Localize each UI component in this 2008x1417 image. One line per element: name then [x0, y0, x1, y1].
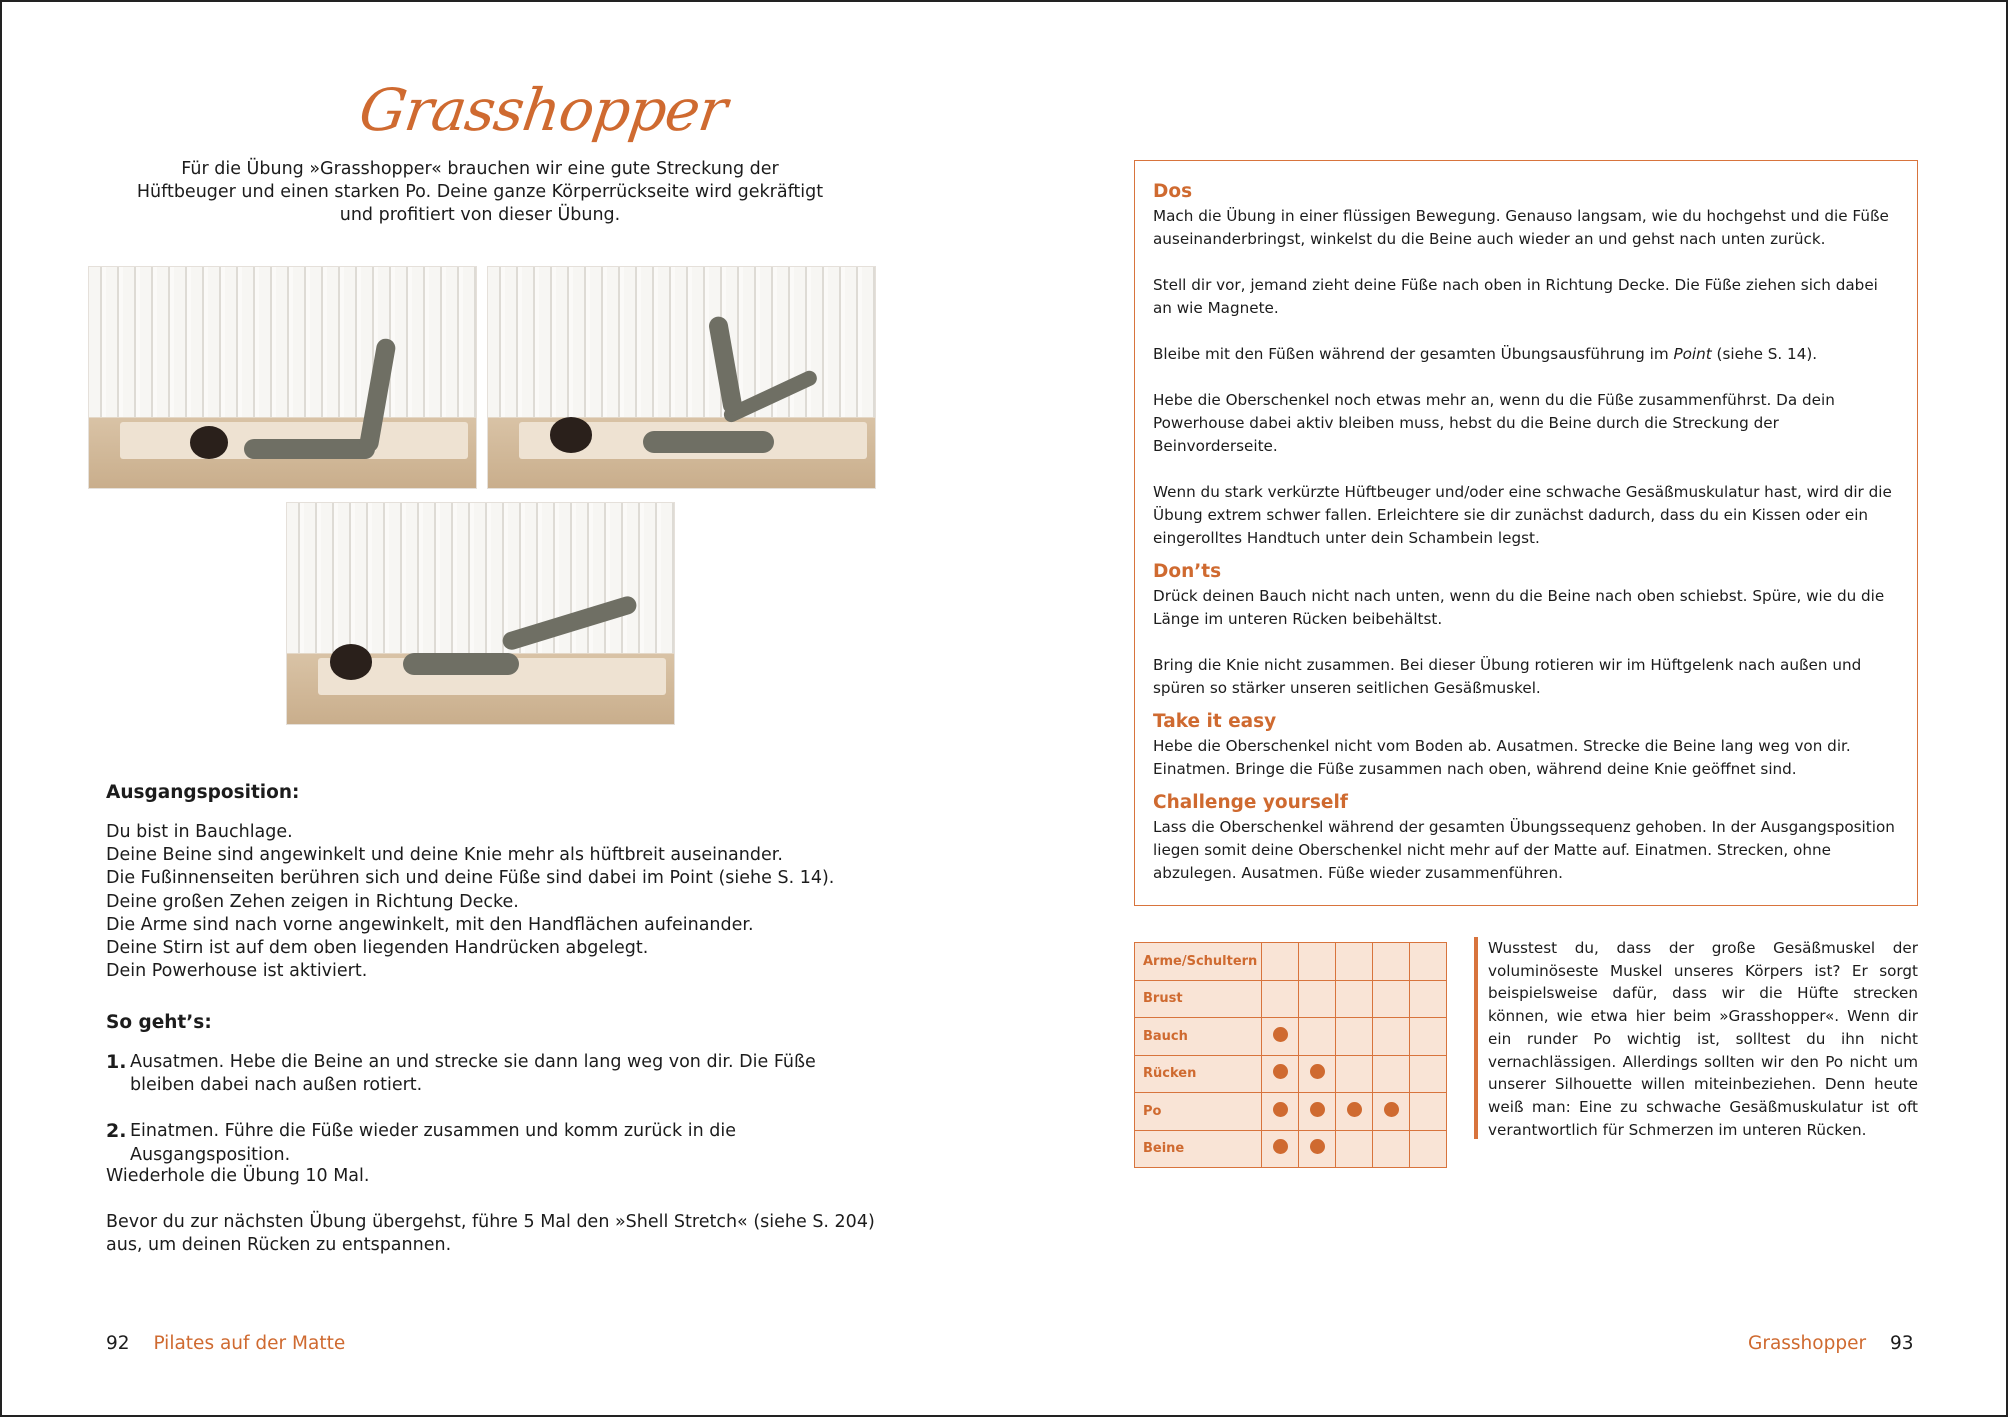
intensity-dot [1273, 1027, 1288, 1042]
intensity-cell [1262, 1055, 1299, 1093]
repeat-text: Wiederhole die Übung 10 Mal. [106, 1166, 370, 1186]
start-line: Dein Powerhouse ist aktiviert. [106, 961, 368, 982]
dos-item: Bleibe mit den Füßen während der gesamten Übungsausführung im Point (siehe S. 14). [1153, 345, 1818, 363]
start-line: Die Arme sind nach vorne angewinkelt, mit den Handflächen aufeinander. [106, 914, 754, 935]
intensity-cell [1336, 1018, 1373, 1056]
start-line: Du bist in Bauchlage. [106, 822, 293, 842]
intensity-cell [1336, 980, 1373, 1018]
step-item [106, 1120, 866, 1166]
challenge-text: Lass die Oberschenkel während der gesamten Übungssequenz gehoben. In der Ausgangsposition liegen somit deine Oberschenkel nicht mehr auf der Matte auf. Einatmen. Strecken, ohne abzulegen. Ausatmen. Füße wieder zusammenführen. [1153, 818, 1895, 882]
tips-box [1134, 160, 1918, 906]
intensity-cell [1299, 943, 1336, 981]
intensity-cell [1262, 943, 1299, 981]
intensity-dot [1310, 1064, 1325, 1079]
footer-left [106, 1333, 345, 1354]
intensity-cell [1262, 1093, 1299, 1131]
step-number: 1. [106, 1051, 127, 1073]
intensity-cell [1410, 1093, 1447, 1131]
intensity-cell [1410, 1018, 1447, 1056]
start-line: Deine großen Zehen zeigen in Richtung Decke. [106, 891, 519, 912]
dos-heading: Dos [1153, 181, 1193, 202]
chapter-title: Pilates auf der Matte [153, 1333, 346, 1354]
start-position-list [106, 821, 866, 983]
intensity-cell [1373, 1018, 1410, 1056]
intensity-cell [1336, 943, 1373, 981]
muscle-row [1135, 943, 1447, 981]
chapter-title-right: Grasshopper [1748, 1333, 1867, 1354]
dos-item: Stell dir vor, jemand zieht deine Füße nach oben in Richtung Decke. Die Füße ziehen sich dabei an wie Magnete. [1153, 276, 1878, 317]
intensity-dot [1310, 1139, 1325, 1154]
muscle-row [1135, 1093, 1447, 1131]
intensity-cell [1373, 980, 1410, 1018]
intensity-cell [1336, 1055, 1373, 1093]
start-line: Deine Stirn ist auf dem oben liegenden Handrücken abgelegt. [106, 938, 649, 959]
intensity-dot [1273, 1102, 1288, 1117]
intensity-dot [1310, 1102, 1325, 1117]
intensity-cell [1299, 1018, 1336, 1056]
step-text: Einatmen. Führe die Füße wieder zusammen und komm zurück in die Ausgangsposition. [130, 1121, 736, 1165]
intensity-cell [1299, 980, 1336, 1018]
start-line: Deine Beine sind angewinkelt und deine Knie mehr als hüftbreit auseinander. [106, 845, 783, 866]
footer-right [1748, 1333, 1914, 1354]
donts-item: Drück deinen Bauch nicht nach unten, wenn du die Beine nach oben schiebst. Spüre, wie du die Länge im unteren Rücken beibehältst. [1153, 587, 1885, 628]
intensity-cell [1299, 1130, 1336, 1168]
intensity-cell [1410, 943, 1447, 981]
muscle-label: Po [1135, 1093, 1262, 1131]
exercise-title: Grasshopper [355, 76, 731, 144]
muscle-row [1135, 1130, 1447, 1168]
howto-heading: So geht’s: [106, 1012, 212, 1033]
intensity-cell [1373, 1093, 1410, 1131]
intensity-cell [1336, 1130, 1373, 1168]
exercise-photo-1 [88, 266, 477, 489]
step-number: 2. [106, 1120, 127, 1143]
intensity-cell [1299, 1093, 1336, 1131]
dos-item: Wenn du stark verkürzte Hüftbeuger und/oder eine schwache Gesäßmuskulatur hast, wird dir die Übung extrem schwer fallen. Erleichtere sie dir zunächst dadurch, dass du ein Kissen oder ein eingerolltes Handtuch unter dein Schambein legst. [1153, 483, 1892, 547]
intensity-cell [1410, 1130, 1447, 1168]
next-exercise-text: Bevor du zur nächsten Übung übergehst, führe 5 Mal den »Shell Stretch« (siehe S. 204) aus, um deinen Rücken zu entspannen. [106, 1212, 875, 1256]
intensity-dot [1347, 1102, 1362, 1117]
intro-text: Für die Übung »Grasshopper« brauchen wir eine gute Streckung der Hüftbeuger und einen starken Po. Deine ganze Körperrückseite wird gekräftigt und profitiert von dieser Übung. [136, 159, 824, 225]
intensity-cell [1410, 980, 1447, 1018]
exercise-photo-2 [487, 266, 876, 489]
muscle-label: Beine [1135, 1130, 1262, 1168]
start-position-heading: Ausgangsposition: [106, 782, 300, 803]
muscle-row [1135, 980, 1447, 1018]
donts-heading: Don’ts [1153, 561, 1222, 582]
challenge-heading: Challenge yourself [1153, 792, 1348, 813]
intensity-cell [1410, 1055, 1447, 1093]
fact-box: Wusstest du, dass der große Gesäßmuskel der voluminöseste Muskel unseres Körpers ist? Er sorgt beispielsweise dafür, dass wir die Hüfte strecken können, wie etwa hier beim »Grasshopper«. Wenn dir ein runder Po wichtig ist, solltest du ihn nicht vernachlässigen. Allerdings sollten wir den Po nicht um unserer Silhouette willen miteinbeziehen. Denn heute weiß man: Eine zu schwache Gesäßmuskulatur ist oft verantwortlich für Schmerzen im unteren Rücken. [1474, 937, 1918, 1139]
page-number-right: 93 [1889, 1333, 1914, 1354]
muscle-label: Brust [1135, 980, 1262, 1018]
intensity-dot [1273, 1139, 1288, 1154]
muscle-label: Bauch [1135, 1018, 1262, 1056]
intensity-dot [1273, 1064, 1288, 1079]
intensity-dot [1384, 1102, 1399, 1117]
intensity-cell [1262, 1018, 1299, 1056]
steps-list [106, 1051, 866, 1167]
intensity-cell [1373, 1055, 1410, 1093]
intensity-cell [1373, 943, 1410, 981]
intensity-cell [1262, 1130, 1299, 1168]
easy-heading: Take it easy [1153, 711, 1277, 732]
intensity-cell [1299, 1055, 1336, 1093]
intensity-cell [1373, 1130, 1410, 1168]
muscle-label: Rücken [1135, 1055, 1262, 1093]
easy-text: Hebe die Oberschenkel nicht vom Boden ab. Ausatmen. Strecke die Beine lang weg von dir. Einatmen. Bringe die Füße zusammen nach oben, während deine Knie geöffnet sind. [1153, 737, 1851, 778]
step-item [106, 1051, 866, 1097]
dos-item: Mach die Übung in einer flüssigen Bewegung. Genauso langsam, wie du hochgehst und die Füße auseinanderbringst, winkelst du die Beine auch wieder an und gehst nach unten zurück. [1153, 207, 1889, 248]
exercise-photo-3 [286, 502, 675, 725]
intensity-cell [1336, 1093, 1373, 1131]
muscle-label: Arme/Schultern [1135, 943, 1262, 981]
muscle-row [1135, 1018, 1447, 1056]
step-text: Ausatmen. Hebe die Beine an und strecke sie dann lang weg von dir. Die Füße bleiben dabei nach außen rotiert. [130, 1052, 816, 1096]
intensity-cell [1262, 980, 1299, 1018]
muscle-row [1135, 1055, 1447, 1093]
muscle-table [1134, 942, 1447, 1168]
start-line: Die Fußinnenseiten berühren sich und deine Füße sind dabei im Point (siehe S. 14). [106, 868, 835, 889]
page-number: 92 [106, 1333, 130, 1354]
donts-item: Bring die Knie nicht zusammen. Bei dieser Übung rotieren wir im Hüftgelenk nach außen und spüren so stärker unseren seitlichen Gesäßmuskel. [1153, 656, 1862, 697]
dos-item: Hebe die Oberschenkel noch etwas mehr an, wenn du die Füße zusammenführst. Da dein Powerhouse dabei aktiv bleiben muss, hebst du die Beine durch die Streckung der Beinvorderseite. [1153, 391, 1835, 455]
